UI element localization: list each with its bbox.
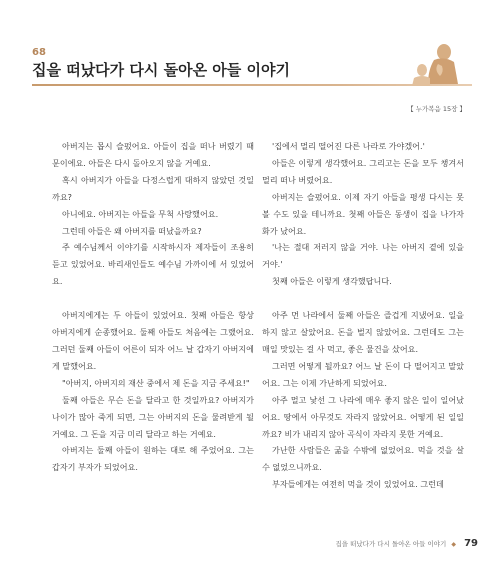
- paragraph: '나는 절대 저러지 않을 거야. 나는 아버지 곁에 있을 거야.': [262, 242, 464, 270]
- running-title: 집을 떠났다가 다시 돌아온 아들 이야기: [335, 540, 447, 548]
- chapter-title: 집을 떠났다가 다시 돌아온 아들 이야기: [32, 61, 290, 79]
- left-column: [52, 138, 254, 476]
- paragraph: 아버지는 둘째 아들이 원하는 대로 해 주었어요. 그는 갑자기 부자가 되었어요.: [52, 445, 254, 473]
- paragraph-gap: [262, 290, 464, 307]
- chapter-number: 68: [32, 47, 46, 58]
- paragraph: 아주 멀고 낯선 그 나라에 매우 좋지 않은 일이 일어났어요. 땅에서 아무것도 자라지 않았어요. 어떻게 된 일일까요? 비가 내리지 않아 곡식이 자라지 못한 거예요.: [262, 394, 464, 439]
- paragraph: 아버지에게는 두 아들이 있었어요. 첫째 아들은 항상 아버지에게 순종했어요. 둘째 아들도 처음에는 그랬어요. 그러던 둘째 아들이 어른이 되자 어느 날 갑자기 아버지에게 말했어요.: [52, 310, 254, 371]
- scripture-reference: 【 누가복음 15장 】: [407, 105, 466, 113]
- paragraph: 부자들에게는 여전히 먹을 것이 있었어요. 그런데: [272, 479, 444, 490]
- page-number: 79: [464, 538, 478, 549]
- paragraph: 그런데 아들은 왜 아버지를 떠났을까요?: [62, 225, 202, 236]
- paragraph: 주 예수님께서 이야기를 시작하시자 제자들이 조용히 듣고 있었어요. 바리새인들도 예수님 가까이에 서 있었어요.: [52, 242, 254, 287]
- paragraph-gap: [52, 290, 254, 307]
- paragraph: 아들은 이렇게 생각했어요. 그리고는 돈을 모두 챙겨서 멀리 떠나 버렸어요.: [262, 157, 464, 185]
- paragraph: '집에서 멀리 떨어진 다른 나라로 가야겠어.': [272, 141, 425, 151]
- paragraph: 혹시 아버지가 아들을 다정스럽게 대하지 않았던 것일까요?: [52, 174, 254, 202]
- paragraph: 그러면 어떻게 될까요? 어느 날 돈이 다 떨어지고 말았어요. 그는 이제 가난하게 되었어요.: [262, 360, 464, 388]
- paragraph: 아주 먼 나라에서 둘째 아들은 즐겁게 지냈어요. 일을 하지 않고 살았어요. 돈을 벌지 않았어요. 그런데도 그는 매일 맛있는 걸 사 먹고, 좋은 물건을 샀어요.: [262, 310, 464, 354]
- paragraph: "아버지, 아버지의 재산 중에서 제 돈을 지금 주세요!": [62, 377, 250, 388]
- page-footer: [336, 538, 479, 549]
- paragraph: 아버지는 몹시 슬펐어요. 아들이 집을 떠나 버렸기 때문이에요. 아들은 다시 돌아오지 않을 거예요.: [52, 141, 254, 168]
- paragraph: 첫째 아들은 이렇게 생각했답니다.: [272, 276, 392, 287]
- paragraph: 아니에요. 아버지는 아들을 무척 사랑했어요.: [62, 208, 219, 219]
- paragraph: 가난한 사람들은 굶을 수밖에 없었어요. 먹을 것을 살 수 없었으니까요.: [262, 445, 464, 473]
- chapter-header: [0, 40, 500, 90]
- right-column: [262, 138, 464, 493]
- paragraph: 둘째 아들은 무슨 돈을 달라고 한 것일까요? 아버지가 나이가 많아 죽게 되면, 그는 아버지의 돈을 물려받게 될 거예요. 그 돈을 지금 미리 달라고 하는 거예요.: [52, 394, 254, 439]
- paragraph: 아버지는 슬펐어요. 이제 자기 아들을 평생 다시는 못 볼 수도 있을 테니까요. 첫째 아들은 동생이 집을 나가자 화가 났어요.: [262, 191, 464, 236]
- footer-separator: ◆: [451, 541, 456, 548]
- praying-figure-icon: [404, 40, 466, 86]
